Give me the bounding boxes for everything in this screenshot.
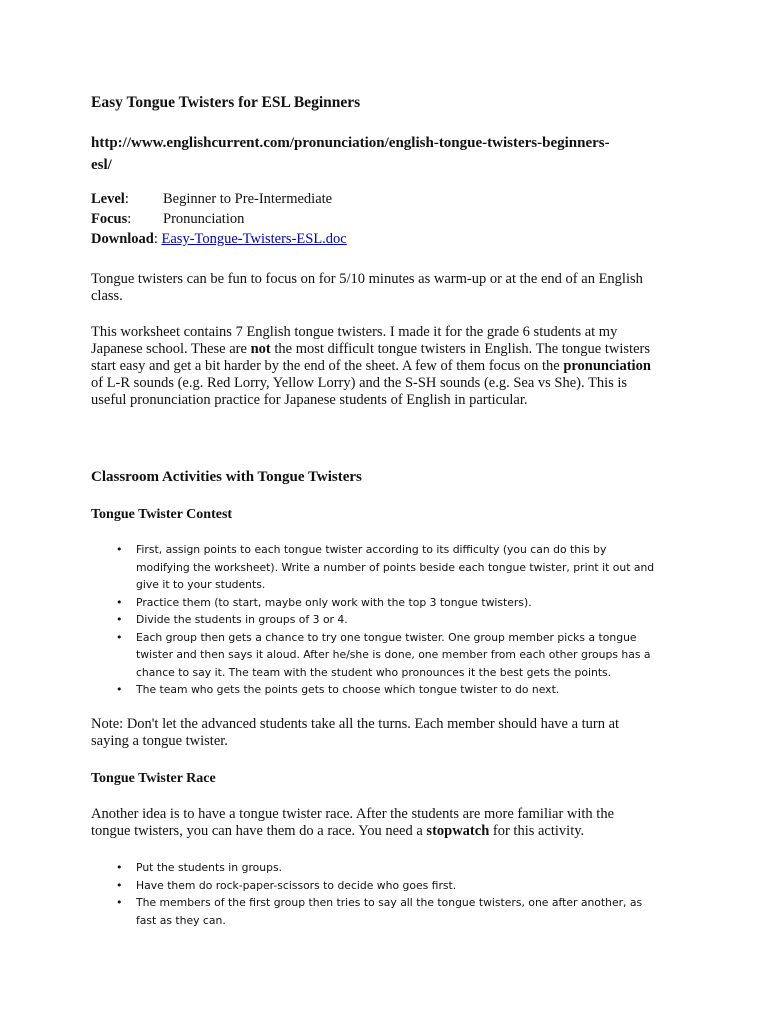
list-item [116, 594, 682, 612]
meta-block [91, 189, 347, 249]
note-line: saying a tongue twister. [91, 733, 228, 749]
meta-focus-value: Pronunciation [163, 211, 245, 227]
list-item-line: First, assign points to each tongue twister according to its difficulty (you can do this by [136, 543, 607, 556]
meta-download-label: Download: [91, 231, 158, 247]
bullet-icon: • [116, 613, 123, 626]
list-item [116, 681, 682, 699]
bullet-icon: • [116, 896, 123, 909]
bullet-icon: • [116, 543, 123, 556]
bullet-icon: • [116, 683, 123, 696]
source-url-line-1[interactable]: http://www.englishcurrent.com/pronunciation/english-tongue-twisters-beginners- [91, 135, 610, 151]
race-list [116, 859, 682, 929]
list-item-line: Put the students in groups. [136, 861, 283, 874]
list-item-line: twister and then says it aloud. After he/she is done, one member from each other groups has a [136, 648, 651, 661]
list-item [116, 541, 682, 594]
download-link[interactable]: Easy-Tongue-Twisters-ESL.doc [161, 231, 347, 247]
section-title: Classroom Activities with Tongue Twisters [91, 469, 362, 485]
contest-heading: Tongue Twister Contest [91, 507, 233, 522]
list-item [116, 859, 682, 877]
meta-focus-label: Focus: [91, 211, 132, 227]
intro-p1-line: Tongue twisters can be fun to focus on for 5/10 minutes as warm-up or at the end of an English [91, 271, 643, 287]
meta-focus-row [91, 209, 347, 229]
list-item [116, 877, 682, 895]
list-item-line: The team who gets the points gets to choose which tongue twister to do next. [136, 683, 560, 696]
contest-list [116, 541, 682, 699]
meta-level-label: Level: [91, 191, 129, 207]
document-title: Easy Tongue Twisters for ESL Beginners [91, 94, 361, 111]
bullet-icon: • [116, 861, 123, 874]
bullet-icon: • [116, 630, 123, 644]
list-item-line: Practice them (to start, maybe only work with the top 3 tongue twisters). [136, 595, 532, 609]
intro-p1-line: class. [91, 288, 123, 304]
list-item-line: Divide the students in groups of 3 or 4. [136, 613, 348, 626]
contest-note [91, 716, 691, 750]
intro-paragraph-1 [91, 271, 691, 305]
meta-download-row [91, 229, 347, 249]
race-p-line: tongue twisters, you can have them do a race. You need a stopwatch for this activity. [91, 823, 585, 839]
list-item-line: fast as they can. [136, 913, 226, 927]
race-heading: Tongue Twister Race [91, 771, 216, 786]
race-paragraph [91, 806, 691, 840]
intro-paragraph-2 [91, 324, 691, 409]
race-p-line: Another idea is to have a tongue twister race. After the students are more familiar with the [91, 806, 615, 822]
meta-level-value: Beginner to Pre-Intermediate [163, 191, 333, 207]
list-item [116, 894, 682, 929]
source-url-line-2[interactable]: esl/ [91, 157, 112, 173]
list-item [116, 629, 682, 682]
list-item-line: chance to say it. The team with the student who pronounces it the best gets the points. [136, 665, 612, 679]
list-item-line: give it to your students. [136, 578, 266, 591]
intro-p2-line: useful pronunciation practice for Japanese students of English in particular. [91, 392, 528, 408]
list-item-line: Each group then gets a chance to try one tongue twister. One group member picks a tongue [136, 630, 637, 644]
intro-p2-line: This worksheet contains 7 English tongue twisters. I made it for the grade 6 students at my [91, 324, 618, 340]
list-item [116, 611, 682, 629]
bullet-icon: • [116, 595, 123, 609]
source-url[interactable] [91, 132, 691, 176]
intro-p2-line: start easy and get a bit harder by the end of the sheet. A few of them focus on the pronunciation [91, 358, 651, 374]
meta-level-row [91, 189, 347, 209]
intro-p2-line: Japanese school. These are not the most difficult tongue twisters in English. The tongue twisters [91, 341, 650, 357]
intro-p2-line: of L-R sounds (e.g. Red Lorry, Yellow Lorry) and the S-SH sounds (e.g. Sea vs She). This is [91, 375, 628, 391]
bullet-icon: • [116, 878, 123, 892]
list-item-line: The members of the first group then tries to say all the tongue twisters, one after another, as [136, 896, 643, 909]
list-item-line: modifying the worksheet). Write a number of points beside each tongue twister, print it out and [136, 560, 655, 574]
list-item-line: Have them do rock-paper-scissors to decide who goes first. [136, 878, 457, 892]
note-line: Note: Don't let the advanced students take all the turns. Each member should have a turn at [91, 716, 620, 732]
